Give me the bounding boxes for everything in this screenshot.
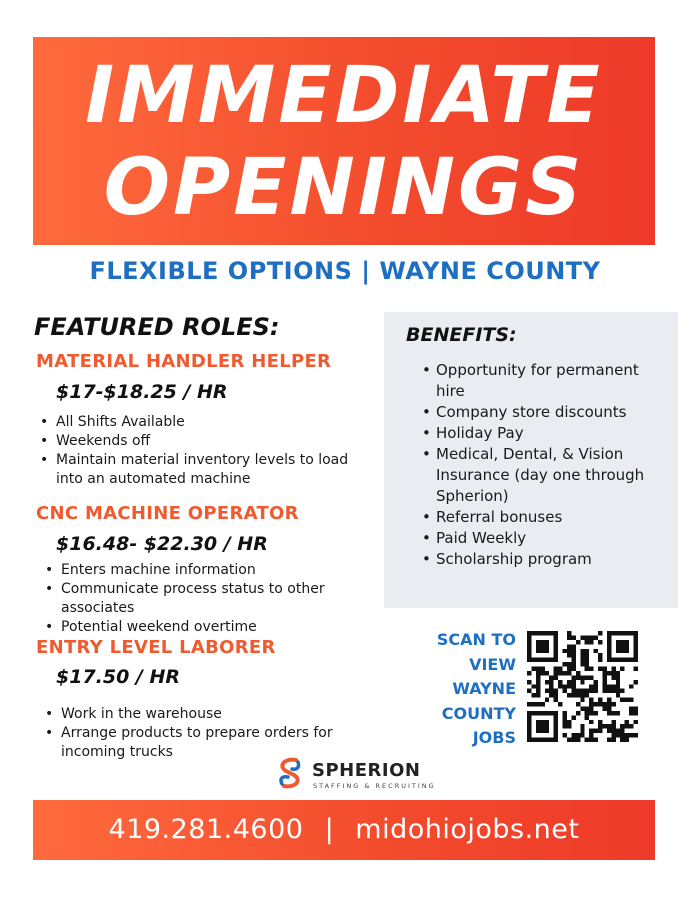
role-name-cnc-operator: CNC MACHINE OPERATOR (36, 503, 299, 524)
list-item: • Maintain material inventory levels to load into an automated machine (40, 451, 370, 489)
list-item: • Medical, Dental, & Vision Insurance (day one through Spherion) (422, 444, 672, 507)
footer-separator: | (324, 814, 335, 845)
list-item: • Communicate process status to other associates (45, 580, 360, 618)
scan-line: JOBS (472, 728, 516, 747)
role-pay-material-handler: $17-$18.25 / HR (56, 381, 228, 403)
list-item: • Potential weekend overtime (45, 618, 360, 637)
role-bullets-material-handler (40, 413, 370, 489)
role-bullets-cnc-operator (45, 561, 360, 637)
list-item: • Paid Weekly (422, 528, 672, 549)
role-bullets-entry-laborer (45, 705, 365, 762)
benefits-panel (384, 312, 678, 608)
contact-footer (33, 800, 655, 860)
benefits-title: BENEFITS: (406, 324, 517, 346)
list-item: • Weekends off (40, 432, 370, 451)
website-link[interactable]: midohiojobs.net (355, 814, 580, 845)
scan-line: COUNTY (441, 703, 516, 723)
benefits-list (422, 360, 672, 570)
list-item: • Arrange products to prepare orders for incoming trucks (45, 724, 365, 762)
phone-number[interactable]: 419.281.4600 (108, 814, 304, 845)
spherion-logo (274, 756, 454, 792)
scan-prompt (398, 628, 516, 751)
subtitle: FLEXIBLE OPTIONS | WAYNE COUNTY (89, 257, 601, 285)
list-item: • Opportunity for permanent hire (422, 360, 672, 402)
spherion-logo-icon (274, 756, 306, 790)
list-item: • Holiday Pay (422, 423, 672, 444)
role-pay-entry-laborer: $17.50 / HR (56, 666, 181, 688)
scan-line: WAYNE (452, 679, 516, 698)
qr-code-graphic (527, 631, 638, 742)
role-name-material-handler: MATERIAL HANDLER HELPER (36, 351, 332, 372)
featured-roles-title: FEATURED ROLES: (34, 313, 280, 341)
headline-line-2: OPENINGS (103, 143, 585, 233)
list-item: • Company store discounts (422, 402, 672, 423)
role-name-entry-laborer: ENTRY LEVEL LABORER (36, 637, 276, 658)
list-item: • Referral bonuses (422, 507, 672, 528)
list-item: • All Shifts Available (40, 413, 370, 432)
list-item: • Work in the warehouse (45, 705, 365, 724)
logo-name: SPHERION (312, 760, 421, 781)
scan-line: VIEW (469, 654, 516, 674)
scan-line: SCAN TO (436, 630, 516, 649)
logo-tagline: STAFFING & RECRUITING (313, 782, 436, 790)
qr-code-icon[interactable] (527, 631, 638, 742)
role-pay-cnc-operator: $16.48- $22.30 / HR (56, 533, 268, 555)
list-item: • Enters machine information (45, 561, 360, 580)
list-item: • Scholarship program (422, 549, 672, 570)
headline-line-1: IMMEDIATE (85, 51, 603, 141)
headline-banner (33, 37, 655, 245)
